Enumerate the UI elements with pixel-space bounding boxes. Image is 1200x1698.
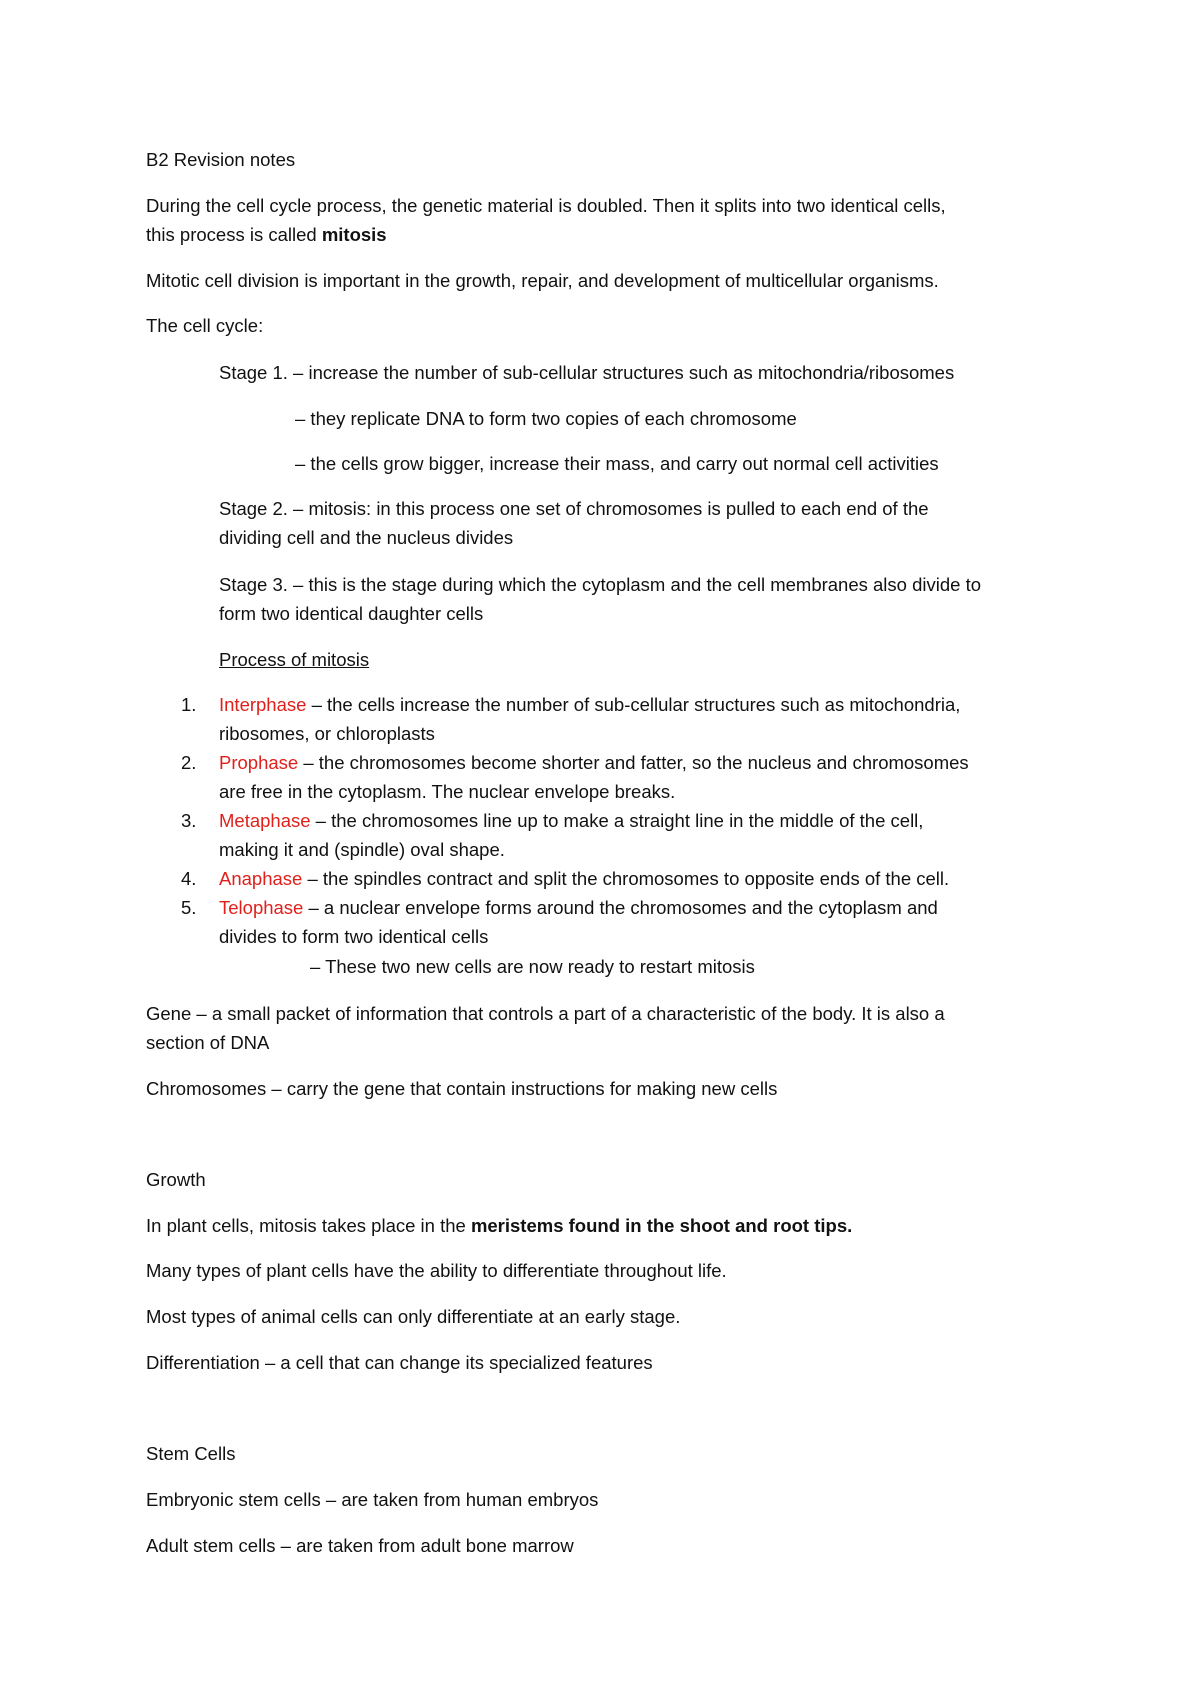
differentiation-definition: Differentiation – a cell that can change its specialized features — [146, 1352, 653, 1373]
term-interphase: Interphase — [219, 694, 307, 715]
list-number: 5. — [181, 897, 197, 918]
stage-1: Stage 1. – increase the number of sub-cellular structures such as mitochondria/ribosomes — [219, 362, 955, 383]
term-prophase: Prophase — [219, 752, 299, 773]
list-number: 1. — [181, 694, 197, 715]
term-metaphase: Metaphase — [219, 810, 311, 831]
list-item-telophase-cont: divides to form two identical cells — [219, 926, 489, 947]
list-item-anaphase — [219, 868, 949, 890]
mitosis-note: – These two new cells are now ready to restart mitosis — [310, 956, 755, 977]
stage-3-line1: Stage 3. – this is the stage during which the cytoplasm and the cell membranes also divide to — [219, 574, 982, 595]
page-title: B2 Revision notes — [146, 149, 296, 170]
meristems-bold: meristems found in the shoot and root tips. — [470, 1215, 853, 1236]
list-item-prophase — [219, 752, 969, 774]
list-item-telophase — [219, 897, 938, 919]
term-anaphase: Anaphase — [219, 868, 303, 889]
gene-definition-line2: section of DNA — [146, 1032, 270, 1053]
list-item-text: – a nuclear envelope forms around the chromosomes and the cytoplasm and — [303, 897, 938, 918]
growth-heading: Growth — [146, 1169, 206, 1190]
stage-2-line2: dividing cell and the nucleus divides — [219, 527, 514, 548]
list-item-interphase — [219, 694, 960, 716]
list-number: 2. — [181, 752, 197, 773]
stage-1-detail-c: – the cells grow bigger, increase their mass, and carry out normal cell activities — [295, 453, 939, 474]
intro-paragraph-2: Mitotic cell division is important in the growth, repair, and development of multicellular organisms. — [146, 270, 939, 291]
gene-definition-line1: Gene – a small packet of information that controls a part of a characteristic of the body. It is also a — [146, 1003, 945, 1024]
list-item-text: – the spindles contract and split the chromosomes to opposite ends of the cell. — [302, 868, 950, 889]
growth-text: In plant cells, mitosis takes place in the — [146, 1215, 471, 1236]
mitosis-heading: Process of mitosis — [219, 649, 370, 670]
list-item-metaphase — [219, 810, 923, 832]
list-item-text: – the chromosomes line up to make a straight line in the middle of the cell, — [310, 810, 924, 831]
list-item-prophase-cont: are free in the cytoplasm. The nuclear envelope breaks. — [219, 781, 676, 802]
intro-paragraph-line2 — [146, 224, 387, 246]
list-item-interphase-cont: ribosomes, or chloroplasts — [219, 723, 435, 744]
term-telophase: Telophase — [219, 897, 304, 918]
cell-cycle-heading: The cell cycle: — [146, 315, 264, 336]
stem-cells-heading: Stem Cells — [146, 1443, 236, 1464]
embryonic-stem-cells: Embryonic stem cells – are taken from human embryos — [146, 1489, 599, 1510]
stage-1-detail-b: – they replicate DNA to form two copies of each chromosome — [295, 408, 797, 429]
stage-2-line1: Stage 2. – mitosis: in this process one set of chromosomes is pulled to each end of the — [219, 498, 929, 519]
intro-paragraph-line1: During the cell cycle process, the genetic material is doubled. Then it splits into two identical cells, — [146, 195, 946, 216]
growth-paragraph-1 — [146, 1215, 852, 1237]
mitosis-bold: mitosis — [321, 224, 387, 245]
adult-stem-cells: Adult stem cells – are taken from adult bone marrow — [146, 1535, 574, 1556]
stage-3-line2: form two identical daughter cells — [219, 603, 484, 624]
list-number: 4. — [181, 868, 197, 889]
growth-paragraph-2: Many types of plant cells have the ability to differentiate throughout life. — [146, 1260, 727, 1281]
growth-paragraph-3: Most types of animal cells can only differentiate at an early stage. — [146, 1306, 681, 1327]
list-item-metaphase-cont: making it and (spindle) oval shape. — [219, 839, 505, 860]
chromosomes-definition: Chromosomes – carry the gene that contain instructions for making new cells — [146, 1078, 778, 1099]
list-item-text: – the chromosomes become shorter and fatter, so the nucleus and chromosomes — [298, 752, 969, 773]
list-item-text: – the cells increase the number of sub-cellular structures such as mitochondria, — [306, 694, 961, 715]
list-number: 3. — [181, 810, 197, 831]
intro-text: this process is called — [146, 224, 322, 245]
